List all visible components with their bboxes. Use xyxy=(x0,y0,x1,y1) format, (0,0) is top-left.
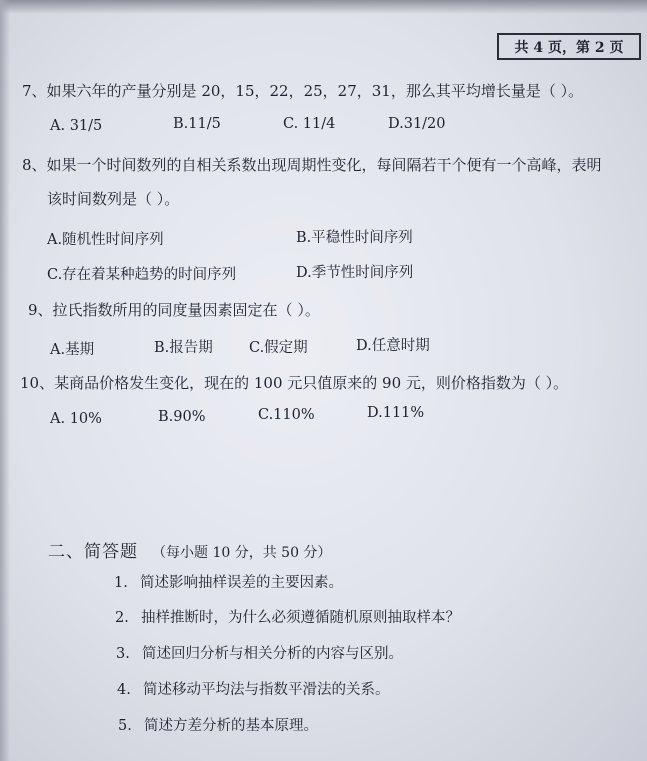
question-8: 8、如果一个时间数列的自相关系数出现周期性变化，每间隔若干个便有一个高峰，表明 xyxy=(22,156,602,174)
short-answer-text: 简述影响抽样误差的主要因素。 xyxy=(140,575,343,591)
q8-option-c: C.存在着某种趋势的时间序列 xyxy=(47,267,237,283)
short-answer-2 xyxy=(115,606,460,627)
q9-option-a: A.基期 xyxy=(50,342,95,358)
q7-option-b: B.11/5 xyxy=(173,116,221,132)
page-count-text: 共 4 页，第 2 页 xyxy=(514,39,624,56)
short-answer-text: 简述回归分析与相关分析的内容与区别。 xyxy=(142,646,403,662)
short-answer-4 xyxy=(117,678,390,699)
short-answer-number: 3. xyxy=(116,646,130,662)
short-answer-3 xyxy=(116,642,403,663)
page-count-box xyxy=(497,33,641,60)
short-answer-text: 简述移动平均法与指数平滑法的关系。 xyxy=(143,682,390,698)
q7-option-a: A. 31/5 xyxy=(50,118,103,134)
q7-option-d: D.31/20 xyxy=(388,116,446,132)
short-answer-text: 抽样推断时，为什么必须遵循随机原则抽取样本？ xyxy=(141,610,460,626)
short-answer-5 xyxy=(118,714,318,735)
q9-option-b: B.报告期 xyxy=(154,340,213,356)
short-answer-text: 简述方差分析的基本原理。 xyxy=(144,718,318,734)
q10-option-b: B.90% xyxy=(158,409,206,425)
q10-option-c: C.110% xyxy=(258,407,315,423)
page-shadow-left xyxy=(0,0,10,761)
q8-option-d: D.季节性时间序列 xyxy=(296,265,414,281)
q10-option-a: A. 10% xyxy=(50,411,102,427)
short-answer-number: 4. xyxy=(117,682,131,698)
short-answer-1 xyxy=(114,571,343,592)
section-2-heading xyxy=(48,537,331,562)
question-9: 9、拉氏指数所用的同度量因素固定在（ ）。 xyxy=(28,301,320,319)
question-10: 10、某商品价格发生变化，现在的 100 元只值原来的 90 元，则价格指数为（ ）。 xyxy=(20,374,569,392)
q9-option-c: C.假定期 xyxy=(249,340,308,356)
q8-option-b: B.平稳性时间序列 xyxy=(296,230,413,246)
q9-option-d: D.任意时期 xyxy=(356,338,430,354)
short-answer-number: 1. xyxy=(114,575,128,591)
question-7: 7、如果六年的产量分别是 20，15，22，25，27，31，那么其平均增长量是（ ）。 xyxy=(22,82,584,100)
page-shadow-top xyxy=(0,0,647,14)
short-answer-number: 2. xyxy=(115,610,129,626)
question-8-continued: 该时间数列是（ ）。 xyxy=(47,190,180,208)
section-2-score-note: （每小题 10 分，共 50 分） xyxy=(152,545,332,561)
q7-option-c: C. 11/4 xyxy=(283,116,336,132)
q10-option-d: D.111% xyxy=(367,405,425,421)
short-answer-number: 5. xyxy=(118,718,132,734)
q8-option-a: A.随机性时间序列 xyxy=(47,232,164,248)
section-2-title: 二、简答题 xyxy=(48,542,138,562)
